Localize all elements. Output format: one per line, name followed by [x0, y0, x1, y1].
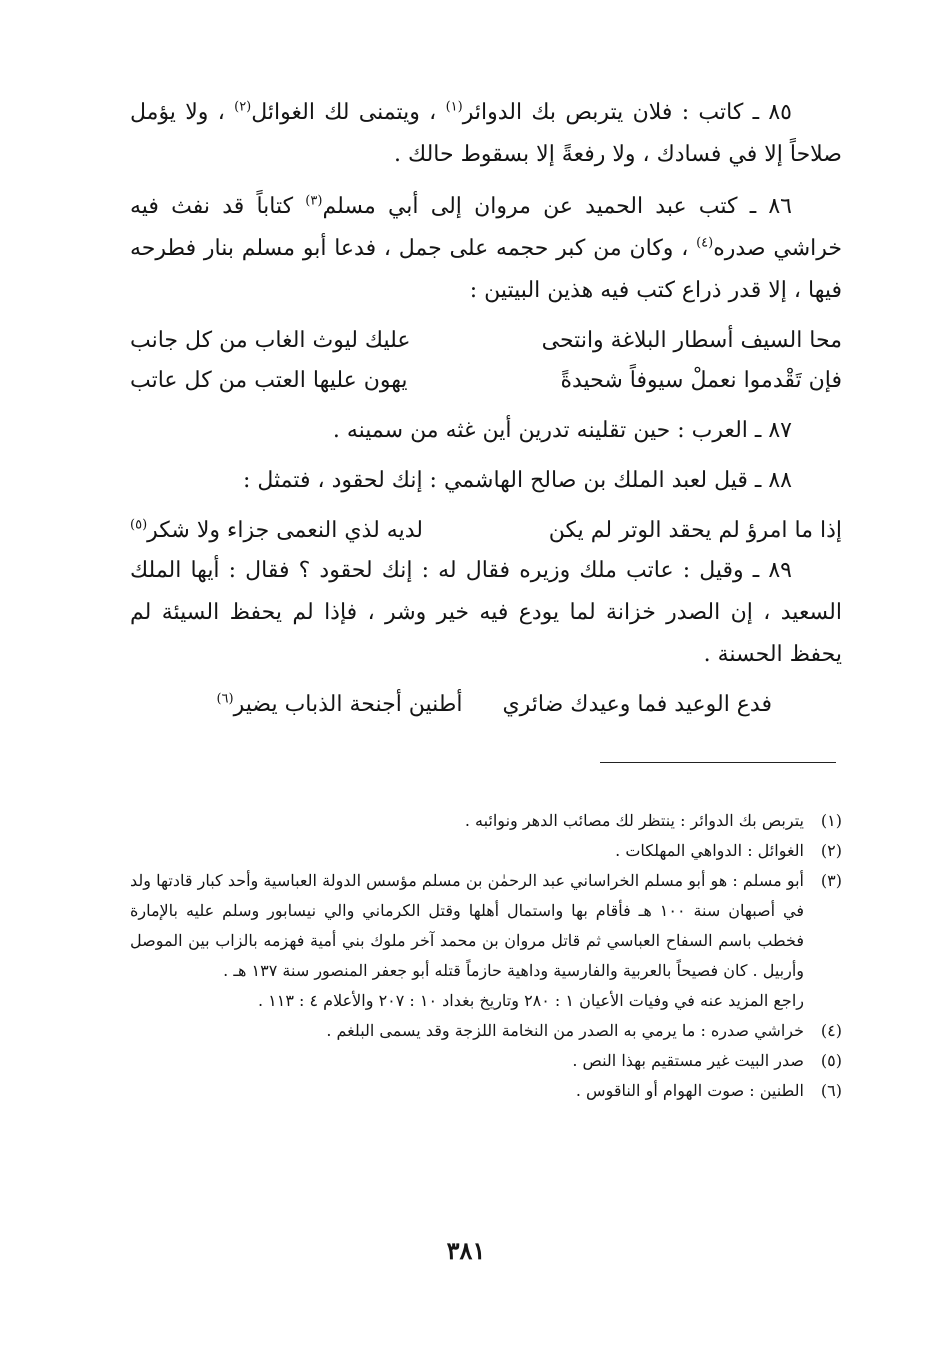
footnote-1-text: يتربص بك الدوائر : ينتظر لك مصائب الدهر ونوائبه . [464, 811, 804, 830]
verse-2-first-hemistich: فإن تَقْدموا نعملْ سيوفاً شحيدةً [560, 368, 842, 393]
footnote-ref-1[interactable]: (١) [445, 99, 463, 115]
verse-3-first-hemistich: إذا ما امرؤ لم يحقد الوتر لم يكن [548, 518, 842, 543]
paragraph-88 [130, 460, 842, 502]
footnote-2 [130, 836, 842, 866]
paragraph-86-text-2: كتاباً قد نفث فيه خراشي صدره [130, 194, 842, 261]
footnote-3-number: (٣) [820, 871, 842, 890]
footnote-4 [130, 1016, 842, 1046]
footnote-2-text: الغوائل : الدواهي المهلكات . [615, 841, 804, 860]
footnote-1 [130, 806, 842, 836]
paragraph-85-text-1: ٨٥ ـ كاتب : فلان يتربص بك الدوائر [462, 100, 792, 125]
paragraph-89 [130, 550, 842, 676]
verse-1-first-hemistich: محا السيف أسطار البلاغة وانتحى [541, 328, 842, 353]
paragraph-88-text: ٨٨ ـ قيل لعبد الملك بن صالح الهاشمي : إنك لحقود ، فتمثل : [242, 468, 792, 493]
verse-3-second-hemistich [130, 510, 423, 552]
footnote-ref-6[interactable]: (٦) [216, 691, 234, 707]
verse-4 [130, 684, 842, 724]
verse-4-second-text: أطنين أجنحة الذباب يضير [233, 692, 463, 717]
footnote-5-text: صدر البيت غير مستقيم بهذا النص . [572, 1051, 804, 1070]
paragraph-86 [130, 186, 842, 312]
footnote-3-text: أبو مسلم : هو أبو مسلم الخراساني عبد الرحمٰن بن مسلم مؤسس الدولة العباسية وأحد كبار قادتها ولد في أصبهان سنة ١٠٠ هـ فأقام بها واستمال أهلها وقتل الكرماني والي نيسابور وسلم عليه بالإمارة فخطب باسم السفاح العباسي ثم قاتل مروان بن محمد آخر ملوك بني أمية فهزمه بالزاب بين الموصل وأربيل . كان فصيحاً بالعربية والفارسية وداهية حازماً قتله أبو جعفر المنصور سنة ١٣٧ هـ . [130, 871, 804, 980]
paragraph-87-text: ٨٧ ـ العرب : حين تقلينه تدرين أين غثه من سمينه . [332, 418, 792, 443]
footnote-5 [130, 1046, 842, 1076]
footnote-ref-3[interactable]: (٣) [305, 193, 323, 209]
verse-2-second-hemistich: يهون عليها العتب من كل عاتب [130, 368, 408, 393]
footnote-3 [130, 866, 842, 986]
paragraph-89-text: ٨٩ ـ وقيل : عاتب ملك وزيره فقال له : إنك لحقود ؟ فقال : أيها الملك السعيد ، إن الصدر خزانة لما يودع فيه خير وشر ، فإذا لم يحفظ السيئة لم يحفظ الحسنة . [130, 558, 842, 667]
footnote-5-number: (٥) [820, 1051, 842, 1070]
footnote-6-number: (٦) [820, 1081, 842, 1100]
poem-verses-2 [130, 510, 842, 550]
footnote-ref-2[interactable]: (٢) [234, 99, 252, 115]
paragraph-86-text-1: ٨٦ ـ كتب عبد الحميد عن مروان إلى أبي مسلم [322, 194, 792, 219]
footnote-ref-5[interactable]: (٥) [130, 517, 148, 533]
verse-1-second-hemistich: عليك ليوث الغاب من كل جانب [130, 328, 411, 353]
paragraph-85-text-2: ، ويتمنى لك الغوائل [251, 100, 446, 125]
verse-2 [130, 360, 842, 400]
footnote-4-number: (٤) [820, 1021, 842, 1040]
verse-4-second-hemistich [216, 684, 462, 726]
verse-3 [130, 510, 842, 550]
paragraph-86-text-3: ، وكان من كبر حجمه على جمل ، فدعا أبو مسلم بنار فطرحه فيها ، إلا قدر ذراع كتب فيه هذين البيتين : [130, 236, 842, 303]
footnote-4-text: خراشي صدره : ما يرمي به الصدر من النخامة اللزجة وقد يسمى البلغم . [326, 1021, 804, 1040]
footnote-6 [130, 1076, 842, 1106]
footnote-ref-4[interactable]: (٤) [696, 235, 714, 251]
footnote-1-number: (١) [820, 811, 842, 830]
footnote-separator [600, 762, 836, 763]
poem-verses-3 [130, 684, 842, 724]
paragraph-85 [130, 92, 842, 176]
poem-verses-1 [130, 320, 842, 400]
verse-1 [130, 320, 842, 360]
page-number: ٣٨١ [446, 1236, 486, 1265]
paragraph-85-text-3: ، ولا يؤمل صلاحاً إلا في فسادك ، ولا رفعةً إلا بسقوط حالك . [130, 100, 842, 167]
verse-3-second-text: لديه لذي النعمى جزاء ولا شكر [147, 518, 423, 543]
footnote-3-continuation-text: راجع المزيد عنه في وفيات الأعيان ١ : ٢٨٠ وتاريخ بغداد ١٠ : ٢٠٧ والأعلام ٤ : ١١٣ . [257, 991, 804, 1010]
footnote-6-text: الطنين : صوت الهوام أو الناقوس . [575, 1081, 804, 1100]
footnote-2-number: (٢) [820, 841, 842, 860]
main-text [130, 92, 842, 724]
verse-4-first-hemistich: فدع الوعيد فما وعيدك ضائري [502, 692, 772, 717]
footnotes [130, 806, 842, 1106]
footnote-3-continuation [130, 986, 842, 1016]
paragraph-87 [130, 410, 842, 452]
